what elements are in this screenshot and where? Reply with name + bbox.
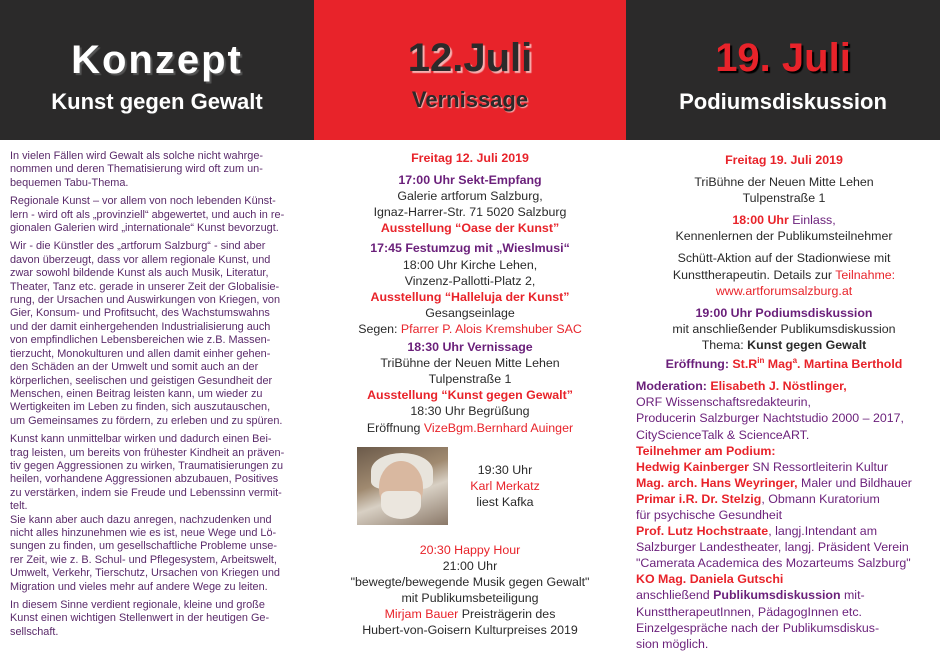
reading-name: Karl Merkatz bbox=[470, 479, 540, 494]
kunsttherapeutin-line bbox=[636, 267, 932, 283]
concept-line: davon überzeugt, dass vor allem regionale Kunst, und bbox=[10, 253, 271, 266]
panelist-hochstraate-role-2: Salzburger Landestheater, langj. Präsident Verein bbox=[636, 540, 909, 555]
moderation-name: Elisabeth J. Nöstlinger, bbox=[710, 379, 847, 394]
panelist-name: Hedwig Kainberger bbox=[636, 459, 749, 474]
concept-line: telt. bbox=[10, 500, 28, 513]
concept-line: Umwelt, Verkehr, Tierschutz, Ursachen von Kriegen und bbox=[10, 567, 280, 580]
podium-eroeffnung bbox=[636, 353, 932, 372]
exhibition-halleluja: Ausstellung “Halleluja der Kunst” bbox=[370, 289, 570, 304]
concept-line: In diesem Sinne verdient regionale, kleine und große bbox=[10, 599, 265, 611]
panelist-kainberger bbox=[636, 459, 932, 475]
vernissage-date-title: 12.Juli bbox=[407, 36, 533, 80]
exhibition-kunst-gegen-gewalt: Ausstellung “Kunst gegen Gewalt” bbox=[367, 388, 573, 403]
concept-line: von empfindlichen Lebensbereichen wie z.B. Massen- bbox=[10, 334, 271, 347]
moderator-role-3: CityScienceTalk & ScienceART. bbox=[636, 427, 810, 442]
concept-paragraph-5 bbox=[10, 599, 310, 639]
concept-line: zu verstärken, indem sie Freude und Lebenssinn vermit- bbox=[10, 486, 282, 499]
header-vernissage bbox=[314, 0, 626, 140]
concept-text bbox=[10, 150, 310, 644]
eroeffnung-line bbox=[322, 420, 618, 436]
concept-line: In vielen Fällen wird Gewalt als solche nicht wahrge- bbox=[10, 150, 264, 162]
kirche-lehen: 18:00 Uhr Kirche Lehen, bbox=[402, 257, 538, 272]
concept-line: rer Zeit, wie z. B. Schul- und Pflegesystem, Arbeitswelt, bbox=[10, 553, 277, 566]
mit-text: mit- bbox=[840, 588, 865, 603]
concept-line: um Gemeinsames zu fördern, zu erleben und zu spüren. bbox=[10, 414, 283, 427]
moderator-role-1: ORF Wissenschaftsredakteurin, bbox=[636, 395, 811, 410]
panelist-name: Mag. arch. Hans Weyringer, bbox=[636, 475, 798, 490]
moderator-role-2: Producerin Salzburger Nachtstudio 2000 – 2017, bbox=[636, 411, 904, 426]
concept-line: Theater, Tanz etc. gerade in unserer Zeit der Globalisie- bbox=[10, 280, 280, 293]
concept-line: heilen, vorhandene Aggressionen abzubauen, Positives bbox=[10, 473, 279, 486]
concept-line: Kunst einen wichtigen Stellenwert in der heutigen Ge- bbox=[10, 612, 270, 625]
panelist-stelzig-role: für psychische Gesundheit bbox=[636, 508, 783, 522]
vernissage-subtitle: Vernissage bbox=[411, 87, 529, 112]
segen-line bbox=[322, 321, 618, 337]
kirche-address: Vinzenz-Pallotti-Platz 2, bbox=[404, 273, 536, 288]
concept-line: Migration und vieles mehr auf andere Wege zu leiten. bbox=[10, 580, 268, 593]
kennenlernen: Kennenlernen der Publikumsteilnehmer bbox=[675, 229, 893, 244]
einlass-label: Einlass, bbox=[788, 213, 836, 228]
einzelgespraeche: Einzelgespräche nach der Publikumsdiskus- bbox=[636, 620, 880, 635]
sekt-empfang: 17:00 Uhr Sekt-Empfang bbox=[398, 173, 542, 188]
vernissage-day: Freitag 12. Juli 2019 bbox=[411, 151, 529, 165]
einlass-time: 18:00 Uhr bbox=[732, 213, 789, 228]
venue-galerie: Galerie artforum Salzburg, bbox=[397, 189, 543, 204]
einzelgespraeche-2: sion möglich. bbox=[636, 636, 709, 651]
publikumsdiskussion: mit anschließender Publikumsdiskussion bbox=[672, 321, 896, 336]
panelist-name: Prof. Lutz Hochstraate bbox=[636, 524, 769, 539]
concept-line: Menschen, einen Beitrag leisten kann, um wieder zu bbox=[10, 387, 263, 400]
konzept-subtitle: Kunst gegen Gewalt bbox=[51, 89, 263, 114]
concept-line: sellschaft. bbox=[10, 625, 59, 638]
podium-subtitle: Podiumsdiskussion bbox=[679, 89, 887, 114]
concept-paragraph-4 bbox=[10, 433, 310, 594]
performer-name: Mirjam Bauer bbox=[384, 607, 459, 622]
discussion-participants: KunsttherapeutInnen, PädagogInnen etc. bbox=[636, 604, 862, 619]
concept-line: Regionale Kunst – vor allem von noch lebenden Künst- bbox=[10, 195, 276, 208]
moderation-label: Moderation: bbox=[636, 379, 711, 394]
concept-line: tierzucht, Monokulturen und allen damit einher gehen- bbox=[10, 347, 271, 360]
concept-paragraph-1 bbox=[10, 150, 310, 190]
header-podium bbox=[626, 0, 940, 140]
podium-day: Freitag 19. Juli 2019 bbox=[725, 153, 843, 167]
panel-heading: Teilnehmer am Podium: bbox=[636, 443, 776, 458]
performer-line bbox=[322, 606, 618, 622]
concept-line: Kunst kann unmittelbar wirken und dadurch einen Bei- bbox=[10, 433, 272, 446]
reading-title: liest Kafka bbox=[476, 495, 534, 510]
panelist-role: , langj.Intendant am bbox=[768, 524, 878, 539]
concept-line: rung, der Ursachen und Auswirkungen von Kriegen, von bbox=[10, 294, 281, 307]
happy-hour-time: 20:30 Happy Hour bbox=[419, 543, 521, 557]
podium-address: Tulpenstraße 1 bbox=[742, 191, 826, 206]
venue-address: Ignaz-Harrer-Str. 71 5020 Salzburg bbox=[373, 205, 567, 220]
podiumsdiskussion-time: 19:00 Uhr Podiumsdiskussion bbox=[695, 305, 873, 320]
performer-award: Preisträgerin des bbox=[458, 607, 556, 622]
concept-line: nicht alles hinzunehmen wie es ist, neue Wege und Lö- bbox=[10, 526, 277, 539]
panelist-gutschi: KO Mag. Daniela Gutschi bbox=[636, 572, 784, 587]
karl-merkatz-photo bbox=[357, 447, 448, 525]
concept-line: Wertigkeiten im Leben zu finden, sich auszutauschen, bbox=[10, 401, 271, 414]
podium-date-title: 19. Juli bbox=[715, 36, 851, 80]
vernissage-program bbox=[322, 150, 618, 436]
concept-line: sungen zu finden, um gesellschaftliche Probleme unse- bbox=[10, 540, 277, 553]
schuett-aktion: Schütt-Aktion auf der Stadionwiese mit bbox=[677, 251, 891, 266]
happy-hour bbox=[322, 542, 618, 639]
concept-paragraph-2 bbox=[10, 195, 310, 235]
begruessung: 18:30 Uhr Begrüßung bbox=[410, 404, 530, 419]
concept-line: Wir - die Künstler des „artforum Salzburg“ - sind aber bbox=[10, 240, 266, 253]
segen-label: Segen: bbox=[358, 321, 401, 336]
concept-line: und der damit einhergehenden Industrialisierung auch bbox=[10, 320, 271, 333]
reading-time: 19:30 Uhr bbox=[477, 463, 533, 477]
merkatz-reading bbox=[450, 462, 560, 510]
panelist-role: , Obmann Kuratorium bbox=[761, 491, 880, 506]
music-title: "bewegte/bewegende Musik gegen Gewalt" bbox=[350, 575, 590, 590]
publikumsdiskussion-label: Publikumsdiskussion bbox=[713, 588, 841, 603]
festumzug: 17:45 Festumzug mit „Wieslmusi“ bbox=[370, 241, 570, 256]
music-participation: mit Publikumsbeteiligung bbox=[401, 591, 539, 606]
vernissage-time: 18:30 Uhr Vernissage bbox=[407, 340, 533, 355]
concept-line: bequemen Tabu-Thema. bbox=[10, 176, 129, 189]
panelist-hochstraate bbox=[636, 523, 932, 539]
thema-label: Thema: bbox=[701, 337, 748, 352]
teilnahme-label: Teilnahme: bbox=[835, 267, 896, 282]
concept-line: körperlichen, seelischen und geistigen Gesundheit der bbox=[10, 374, 273, 387]
panelist-weyringer bbox=[636, 475, 932, 491]
concept-line: Gier, Konsum- und Profitsucht, des Wachstumswahns bbox=[10, 307, 270, 320]
concept-paragraph-3 bbox=[10, 240, 310, 428]
tribuehne-address: Tulpenstraße 1 bbox=[428, 372, 512, 387]
eroeffnung-label: Eröffnung bbox=[366, 420, 424, 435]
segen-name: Pfarrer P. Alois Kremshuber SAC bbox=[400, 321, 582, 336]
podium-eroeffnung-name: $St.R^{in}$ Mag$^a$. Martina Berthold bbox=[732, 356, 903, 372]
konzept-title: Konzept bbox=[71, 38, 243, 82]
exhibition-oase: Ausstellung “Oase der Kunst” bbox=[380, 221, 560, 236]
kunsttherapeutin-text: Kunsttherapeutin. Details zur bbox=[672, 267, 836, 282]
podium-program bbox=[636, 152, 932, 652]
concept-line: zwar sowohl bildende Kunst als auch Musik, Literatur, bbox=[10, 267, 269, 280]
thema-line bbox=[636, 337, 932, 353]
concept-line: den Schäden an der Umwelt und somit auch an der bbox=[10, 361, 259, 374]
website-link[interactable]: www.artforumsalzburg.at bbox=[715, 283, 853, 298]
panelist-role: SN Ressortleiterin Kultur bbox=[748, 459, 889, 474]
panelist-hochstraate-role-3: "Camerata Academica des Mozarteums Salzburg" bbox=[636, 556, 911, 571]
panelist-stelzig bbox=[636, 491, 932, 507]
panelist-name: Primar i.R. Dr. Stelzig bbox=[636, 491, 762, 506]
tribuehne: TriBühne der Neuen Mitte Lehen bbox=[380, 356, 560, 371]
concept-line: Sie kann aber auch dazu anregen, nachzudenken und bbox=[10, 513, 272, 526]
concept-line: lern - wird oft als „provinziell“ abgewertet, und auch in re- bbox=[10, 208, 285, 221]
podium-eroeffnung-label: Eröffnung: bbox=[665, 357, 733, 372]
podium-venue: TriBühne der Neuen Mitte Lehen bbox=[694, 175, 874, 190]
header-konzept bbox=[0, 0, 314, 140]
publikumsdiskussion-line bbox=[636, 587, 932, 603]
award-name: Hubert-von-Goisern Kulturpreises 2019 bbox=[362, 623, 578, 638]
panelist-role: Maler und Bildhauer bbox=[797, 475, 912, 490]
thema-value: Kunst gegen Gewalt bbox=[747, 337, 867, 352]
einlass-line bbox=[636, 212, 932, 228]
concept-line: gionalen Galerien wird „internationale“ Kunst bevorzugt. bbox=[10, 222, 279, 235]
anschliessend-text: anschließend bbox=[636, 588, 714, 603]
gesangseinlage: Gesangseinlage bbox=[425, 305, 515, 320]
music-time: 21:00 Uhr bbox=[442, 559, 498, 574]
concept-line: tiv gegen Aggressionen zu wirken, Traumatisierungen zu bbox=[10, 459, 284, 472]
concept-line: trag leisten, um bereits von frühester Kindheit an präven- bbox=[10, 446, 285, 459]
concept-line: nommen und deren Thematisierung wird oft zum un- bbox=[10, 163, 263, 176]
eroeffnung-name: VizeBgm.Bernhard Auinger bbox=[423, 420, 574, 435]
moderation-line bbox=[636, 378, 932, 394]
